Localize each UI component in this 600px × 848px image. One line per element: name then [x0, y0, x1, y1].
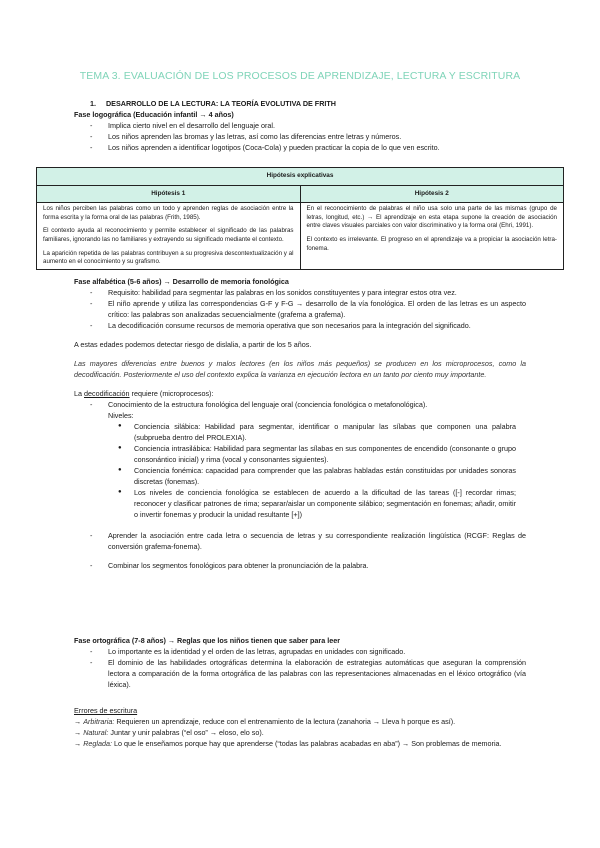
error-item: → Arbitraria: Requieren un aprendizaje, reduce con el entrenamiento de la lectura (zanahoria → Lleva h porque es así). [74, 717, 456, 726]
niveles-label: Niveles: [108, 411, 134, 420]
error-label: Reglada: [83, 739, 112, 748]
level-item: ● Conciencia intrasilábica: Habilidad para segmentar las sílabas en sus componentes de encendido (consonante o grupo consonántico inicial) y rima (vocal y consonantes siguientes). [74, 443, 526, 465]
error-text: Lo que le enseñamos porque hay que aprenderse (“todas las palabras acabadas en aba”) → Son problemas de memoria. [111, 739, 502, 748]
section-1 [74, 98, 526, 153]
level-item: ● Conciencia fonémica: capacidad para comprender que las palabras habladas están constituidas por unidades sonoras discretas (fonemas). [74, 465, 526, 487]
column-header-2: Hipótesis 2 [300, 185, 564, 203]
error-text: Requieren un aprendizaje, reduce con el entrenamiento de la lectura (zanahoria → Lleva h porque es así). [114, 717, 456, 726]
error-item: → Natural: Juntar y unir palabras (“el oso” → eloso, elo so). [74, 728, 264, 737]
list-item: - Combinar los segmentos fonológicos para obtener la pronunciación de la palabra. [74, 560, 526, 571]
section-errores [74, 705, 526, 749]
section-heading: 1. DESARROLLO DE LA LECTURA: LA TEORÍA EVOLUTIVA DE FRITH [90, 99, 336, 108]
error-text: Juntar y unir palabras (“el oso” → eloso, elo so). [108, 728, 264, 737]
hypothesis-2-cell [300, 203, 564, 270]
hypothesis-table [36, 167, 564, 270]
list-item: - Implica cierto nivel en el desarrollo del lenguaje oral. [74, 120, 526, 131]
list-item: - El dominio de las habilidades ortográficas determina la elaboración de estrategias automáticas que aseguran la comprensión lectora a comparación de la forma ortográfica de las palabras con las representaciones almacenadas en el léxico ortográfico (vía léxica). [74, 657, 526, 690]
list-item: - Conocimiento de la estructura fonológica del lenguaje oral (conciencia fonológica o metafonológica). [74, 399, 526, 410]
decod-word: decodificación [84, 389, 130, 398]
document-title: TEMA 3. EVALUACIÓN DE LOS PROCESOS DE APRENDIZAJE, LECTURA Y ESCRITURA [79, 70, 521, 82]
table-caption: Hipótesis explicativas [37, 168, 564, 186]
section-ortografica [74, 635, 526, 690]
decod-post: requiere (microprocesos): [129, 389, 214, 398]
list-item: - Lo importante es la identidad y el orden de las letras, agrupadas en unidades con significado. [74, 646, 526, 657]
phase-title-ortografica: Fase ortográfica (7-8 años) → Reglas que los niños tienen que saber para leer [74, 636, 341, 645]
cell-paragraph: Los niños perciben las palabras como un todo y aprenden reglas de asociación entre la forma escrita y la forma oral de las palabras (Frith, 1985). [43, 205, 294, 221]
errores-title: Errores de escritura [74, 706, 138, 715]
level-item: ● Conciencia silábica: Habilidad para segmentar, identificar o manipular las sílabas que componen una palabra (subprueba dentro del PROLEXIA). [74, 421, 526, 443]
column-header-1: Hipótesis 1 [37, 185, 301, 203]
list-item: - Los niños aprenden a identificar logotipos (Coca-Cola) y pueden practicar la copia de lo que ven escrito. [74, 142, 526, 153]
cell-paragraph: El contexto ayuda al reconocimiento y permite establecer el significado de las palabras familiares, ignorando las no familiares y extrayendo su significado mediante el contexto. [43, 227, 294, 243]
error-label: Natural: [83, 728, 109, 737]
decod-pre: La [74, 389, 84, 398]
hypothesis-1-cell [37, 203, 301, 270]
phase-title-logografica: Fase logográfica (Educación infantil → 4 años) [74, 110, 234, 119]
dislexia-note: A estas edades podemos detectar riesgo de dislalia, a partir de los 5 años. [74, 340, 312, 349]
decodificacion-intro [74, 388, 526, 399]
list-item: - La decodificación consume recursos de memoria operativa que son necesarios para la integración del significado. [74, 320, 526, 331]
error-label: Arbitraria: [83, 717, 115, 726]
cell-paragraph: En el reconocimiento de palabras el niño usa solo una parte de las mismas (grupo de letras, longitud, etc.) → El aprendizaje en esta etapa supone la creación de asociación entre claves visuales parciales con valor discriminativo y la forma oral (Ehri, 1991). [306, 205, 557, 230]
section-alfabetica [74, 276, 526, 571]
list-item: - Aprender la asociación entre cada letra o secuencia de letras y su correspondiente realización lingüística (RCGF: Reglas de conversión grafema-fonema). [74, 530, 526, 552]
phase-title-alfabetica: Fase alfabética (5-6 años) → Desarrollo de memoria fonológica [74, 277, 289, 286]
list-item: - Requisito: habilidad para segmentar las palabras en los sonidos constituyentes y para integrar estos otra vez. [74, 287, 526, 298]
list-item: - El niño aprende y utiliza las correspondencias G-F y F-G → desarrollo de la vía fonológica. El orden de las letras es un aspecto crítico: las palabras son analizadas secuencialmente (grafema a grafema). [74, 298, 526, 320]
level-item: ● Los niveles de conciencia fonológica se establecen de acuerdo a la dificultad de las tareas ([-] recordar rimas; reconocer y clasificar patrones de rima; separar/aislar un componente silábico; segmentación en fonemas; añadir, omitir o invertir fonemas y producir la unidad resultante [+]) [74, 487, 526, 520]
list-item: - Los niños aprenden las bromas y las letras, así como las diferencias entre letras y números. [74, 131, 526, 142]
cell-paragraph: La aparición repetida de las palabras contribuyen a su progresiva descontextualización y al aumento en el conocimiento y su grafismo. [43, 249, 294, 266]
error-item: → Reglada: Lo que le enseñamos porque hay que aprenderse (“todas las palabras acabadas en aba”) → Son problemas de memoria. [74, 739, 502, 748]
italic-note: Las mayores diferencias entre buenos y malos lectores (en los niños más pequeños) se producen en los microprocesos, como la decodificación. Posteriormente el uso del contexto explica la varianza en ejecución lectora en un tanto por ciento muy importante. [74, 359, 526, 379]
cell-paragraph: El contexto es irrelevante. El progreso en el aprendizaje va a propiciar la asociación letra-fonema. [306, 235, 557, 252]
